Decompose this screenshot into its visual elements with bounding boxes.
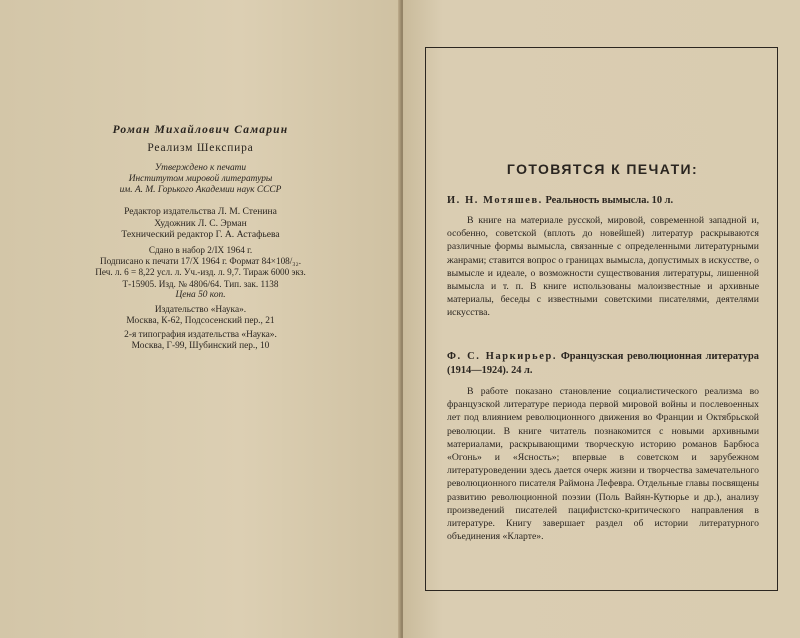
editors-block bbox=[0, 206, 401, 241]
entry-title bbox=[447, 350, 759, 377]
entry-description bbox=[447, 214, 759, 320]
announcement-frame bbox=[425, 47, 778, 591]
publisher-line: Москва, К-62, Подсосенский пер., 21 bbox=[126, 316, 275, 327]
entry-text: В книге на материале русской, мировой, современной западной и, особенно, советской (вплоть до новейшей) литератур раскрываются различные формы вымысла, связанные с определенными литературными жанрами; ставится вопрос о границах вымысла, допустимых в искусстве, о вымысле и идеале, о возможности существования литературы, лишенной вымысла и т. п. В книге использованы малоизвестные и архивные материалы, беседы с известными советскими писателями, деятелями искусства. bbox=[447, 215, 759, 319]
entry-author: Ф. С. Наркирьер. bbox=[447, 351, 558, 362]
editor-line: Редактор издательства Л. М. Стенина bbox=[124, 206, 277, 217]
entry-book-title: Французская революционная литература (1914—1924). 24 л. bbox=[447, 351, 759, 376]
entry-text: В работе показано становление социалистического реализма во французской литературе периода первой мировой войны и послевоенных лет под влиянием революционного движения во Франции и Октябрьской революции. В книге читатель познакомится с новыми архивными материалами, раскрывающими творческую историю романов Барбюса «Огонь» и «Ясность»; впервые в советском и зарубежном литературоведении здесь дается очерк жизни и творчества замечательного революционного писателя Раймона Лефевра. Отдельные главы посвящены развитию революционной поэзии (Поль Вайян-Кутюрье и др.), анализу произведений писателей пацифистско-критического направления в литературе. Книгу завершает раздел об истории литературного объединения «Кларте». bbox=[447, 386, 759, 543]
approval-line: им. А. М. Горького Академии наук СССР bbox=[119, 185, 282, 196]
book-title: Реализм Шекспира bbox=[147, 142, 254, 154]
editor-line: Художник Л. С. Эрман bbox=[154, 217, 247, 229]
announcement-heading: ГОТОВЯТСЯ К ПЕЧАТИ: bbox=[506, 161, 699, 177]
technical-line: Подписано к печати 17/X 1964 г. Формат 84×108/₃₂. bbox=[99, 256, 302, 267]
approval-block bbox=[0, 163, 401, 197]
printer-line: Москва, Г-99, Шубинский пер., 10 bbox=[131, 341, 270, 352]
technical-block bbox=[0, 245, 401, 290]
technical-line: Сдано в набор 2/IX 1964 г. bbox=[148, 245, 253, 255]
printer-line: 2-я типография издательства «Наука». bbox=[124, 330, 277, 340]
publisher-block bbox=[0, 305, 401, 327]
approval-line: Институтом мировой литературы bbox=[128, 174, 273, 185]
book-author: Роман Михайлович Самарин bbox=[112, 124, 289, 136]
printer-block bbox=[0, 330, 401, 352]
technical-line: Т-15905. Изд. № 4806/64. Тип. зак. 1138 bbox=[122, 278, 279, 289]
editor-line: Технический редактор Г. А. Астафьева bbox=[121, 229, 280, 241]
approval-line: Утверждено к печати bbox=[154, 163, 247, 173]
entry-title bbox=[447, 194, 759, 208]
publisher-line: Издательство «Наука». bbox=[154, 305, 247, 315]
price: Цена 50 коп. bbox=[175, 290, 226, 300]
entry-author: И. Н. Мотяшев. bbox=[447, 195, 543, 206]
technical-line: Печ. л. 6 = 8,22 усл. л. Уч.-изд. л. 9,7. Тираж 6000 экз. bbox=[95, 267, 306, 278]
entry-description bbox=[447, 385, 759, 543]
entry-book-title: Реальность вымысла. 10 л. bbox=[542, 195, 674, 206]
